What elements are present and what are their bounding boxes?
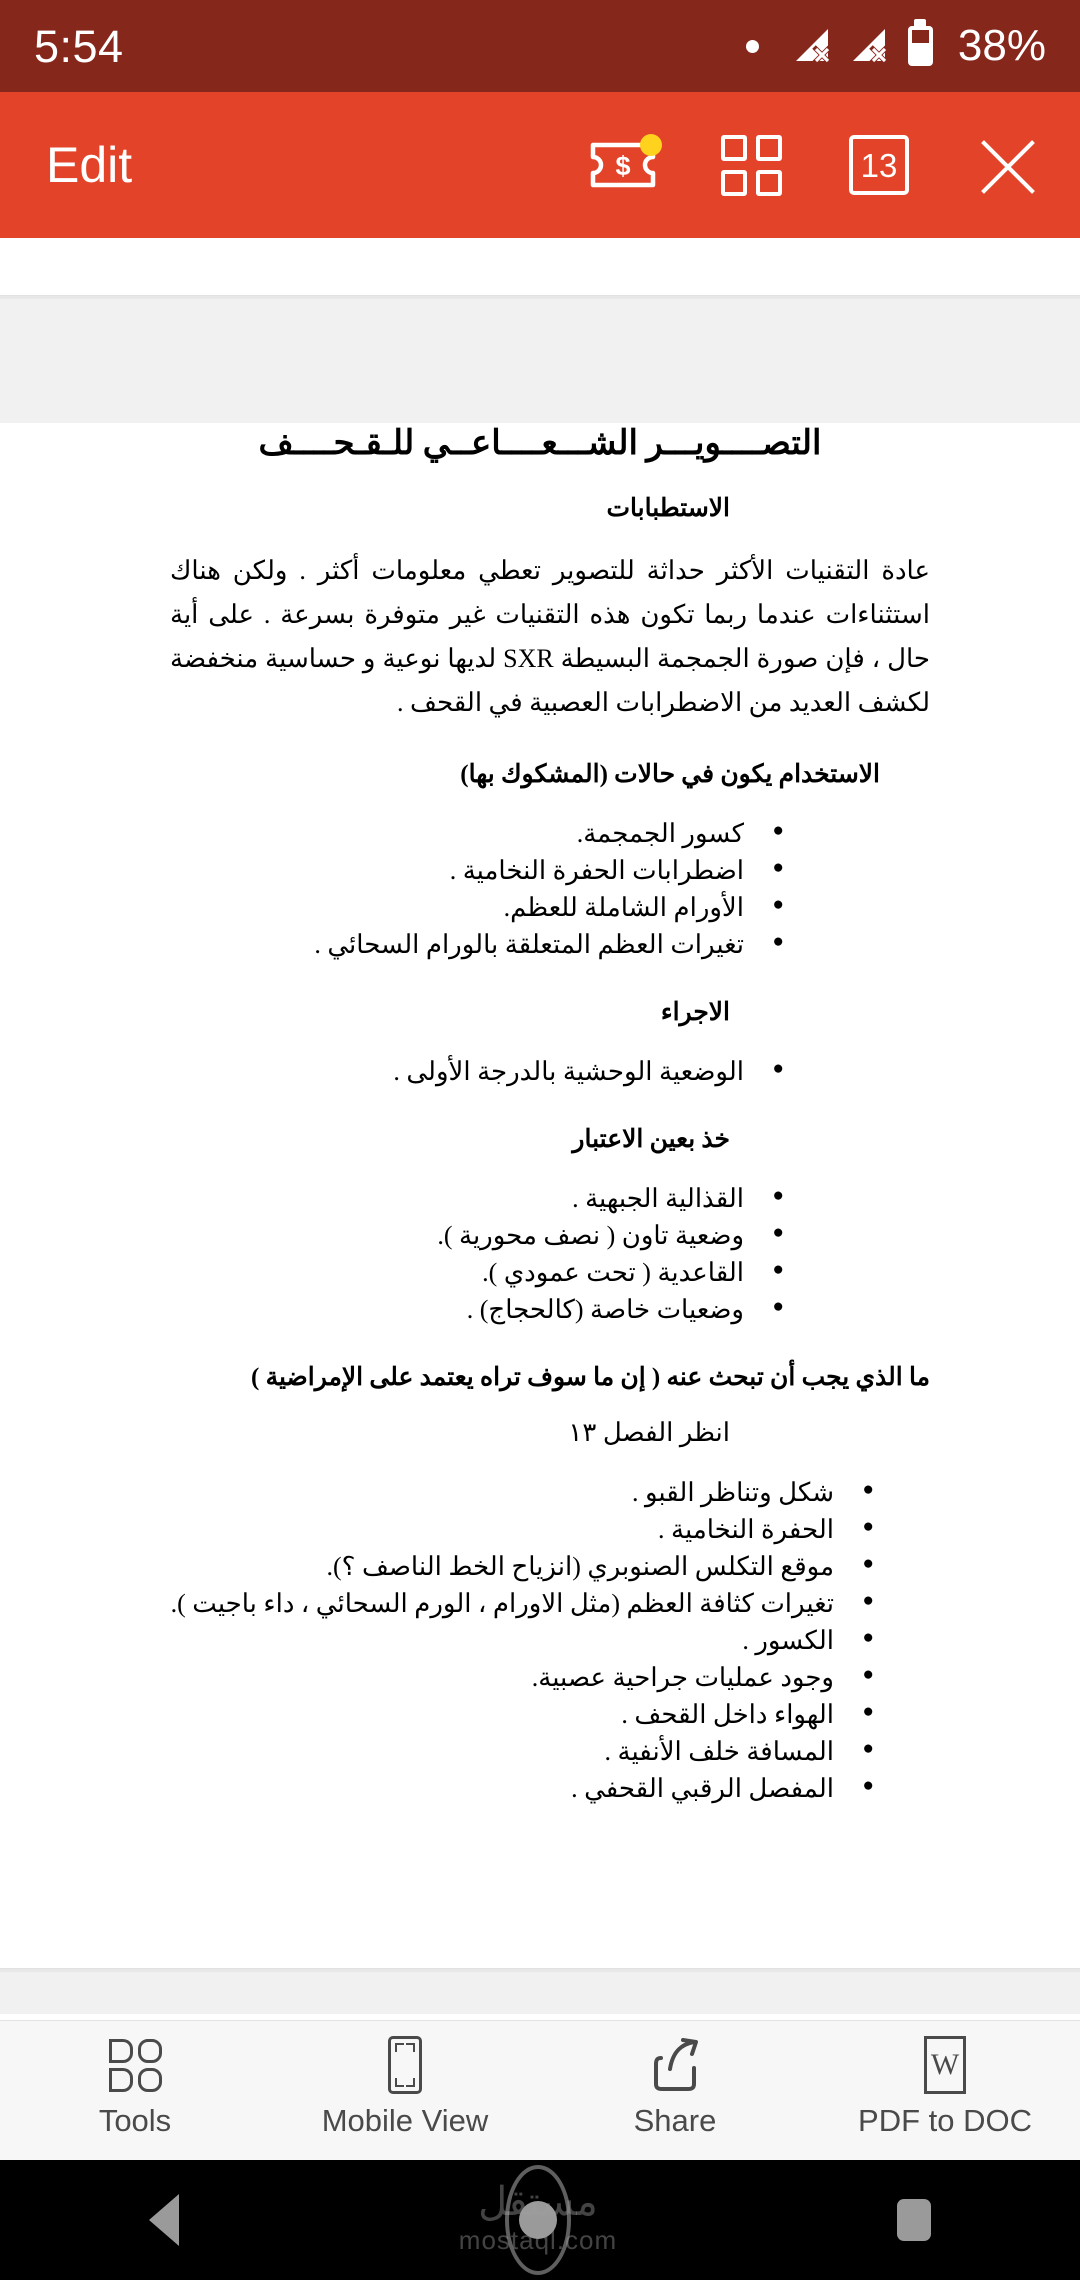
list-item: ● الوضعية الوحشية بالدرجة الأولى . xyxy=(30,1053,790,1090)
app-toolbar xyxy=(0,92,1080,238)
svg-text:$: $ xyxy=(615,151,631,181)
toolbar-actions xyxy=(586,128,1044,202)
list-item: ● المفصل الرقبي القحفي . xyxy=(30,1770,880,1807)
signal-no-sim-icon xyxy=(794,27,834,65)
android-nav-bar xyxy=(0,2160,1080,2280)
page-title: Edit xyxy=(46,137,133,193)
doc-chapter-note: انظر الفصل ١٣ xyxy=(568,1418,730,1447)
list-item: ● تغيرات كثافة العظم (مثل الاورام ، الورم السحائي ، داء باجيت ). xyxy=(30,1585,880,1622)
doc-bullet-list-1 xyxy=(30,815,1050,963)
coupon-ticket-button[interactable] xyxy=(586,128,660,202)
mobile-view-icon xyxy=(375,2035,435,2095)
dot-indicator-icon xyxy=(746,40,759,53)
tools-button[interactable] xyxy=(0,2035,270,2136)
doc-heading-indications: الاستطبابات xyxy=(606,495,730,522)
page-top-margin xyxy=(0,238,1080,295)
doc-bullet-list-2 xyxy=(30,1053,1050,1090)
back-button[interactable] xyxy=(149,2194,179,2246)
list-item: ● تغيرات العظم المتعلقة بالورام السحائي . xyxy=(30,926,790,963)
status-indicators xyxy=(746,21,1046,70)
pdf-to-doc-button[interactable] xyxy=(810,2035,1080,2136)
share-icon xyxy=(645,2035,705,2095)
doc-bullet-list-4 xyxy=(30,1474,1050,1807)
doc-heading-usage: الاستخدام يكون في حالات (المشكوك بها) xyxy=(460,761,880,788)
list-item: ● شكل وتناظر القبو . xyxy=(30,1474,880,1511)
list-item: ● القاعدية ( تحت عمودي ). xyxy=(30,1254,790,1291)
mobile-view-button[interactable] xyxy=(270,2035,540,2136)
list-item: ● القذالية الجبهية . xyxy=(30,1180,790,1217)
grid-view-button[interactable] xyxy=(714,128,788,202)
home-button[interactable] xyxy=(458,2160,618,2280)
doc-bullet-list-3 xyxy=(30,1180,1050,1328)
doc-paragraph-1: عادة التقنيات الأكثر حداثة للتصوير تعطي معلومات أكثر . ولكن هناك استثناءات عندما ربما تكون هذه التقنيات غير متوفرة بسرعة . على أية حال ، فإن صورة الجمجمة البسيطة SXR لديها نوعية و حساسية منخفضة لكشف العديد من الاضطرابات العصبية في القحف . xyxy=(170,556,931,717)
share-label: Share xyxy=(633,2103,717,2138)
page-separator xyxy=(0,295,1080,299)
notification-badge-dot xyxy=(640,134,662,156)
tab-count-button[interactable] xyxy=(842,128,916,202)
watermark-latin: mostaql.com xyxy=(458,2224,618,2255)
status-bar xyxy=(0,0,1080,92)
signal-no-sim-icon xyxy=(851,27,891,65)
share-button[interactable] xyxy=(540,2035,810,2136)
recents-button[interactable] xyxy=(897,2199,931,2241)
list-item: ● المسافة خلف الأنفية . xyxy=(30,1733,880,1770)
close-icon xyxy=(976,134,1038,196)
battery-percent: 38% xyxy=(957,21,1046,70)
doc-heading-what-to-look-for: ما الذي يجب أن تبحث عنه ( إن ما سوف تراه يعتمد على الإمراضية ) xyxy=(251,1364,930,1391)
list-item: ● اضطرابات الحفرة النخامية . xyxy=(30,852,790,889)
bottom-toolbar xyxy=(0,2020,1080,2160)
list-item: ● الأورام الشاملة للعظم. xyxy=(30,889,790,926)
document-viewport[interactable] xyxy=(0,238,1080,2020)
pdf-to-doc-label: PDF to DOC xyxy=(858,2103,1032,2138)
tools-label: Tools xyxy=(98,2103,172,2138)
close-button[interactable] xyxy=(970,128,1044,202)
page-gap xyxy=(0,1972,1080,2014)
list-item: ● الحفرة النخامية . xyxy=(30,1511,880,1548)
list-item: ● موقع التكلس الصنوبري (انزياح الخط الناصف ؟). xyxy=(30,1548,880,1585)
status-clock: 5:54 xyxy=(34,20,124,72)
mobile-view-label: Mobile View xyxy=(321,2103,489,2138)
watermark-ring xyxy=(505,2165,571,2275)
document-page-1 xyxy=(0,423,1080,1968)
pdf-to-doc-icon: W xyxy=(915,2035,975,2095)
document-heading-title: التصــــويـــر الشـــعــــاعــي للـقـحــــف xyxy=(258,425,822,462)
tab-count-icon: 13 xyxy=(849,135,909,195)
list-item: ● الهواء داخل القحف . xyxy=(30,1696,880,1733)
list-item: ● وضعية تاون ( نصف محورية ). xyxy=(30,1217,790,1254)
list-item: ● الكسور . xyxy=(30,1622,880,1659)
list-item: ● كسور الجمجمة. xyxy=(30,815,790,852)
list-item: ● وضعيات خاصة (كالحجاج) . xyxy=(30,1291,790,1328)
tools-icon xyxy=(105,2035,165,2095)
doc-heading-consider: خذ بعين الاعتبار xyxy=(572,1126,730,1153)
watermark-arabic: مستقل xyxy=(478,2179,598,2224)
grid-view-icon xyxy=(721,135,782,196)
list-item: ● وجود عمليات جراحية عصبية. xyxy=(30,1659,880,1696)
doc-heading-procedure: الاجراء xyxy=(660,999,730,1026)
battery-icon xyxy=(908,26,933,66)
